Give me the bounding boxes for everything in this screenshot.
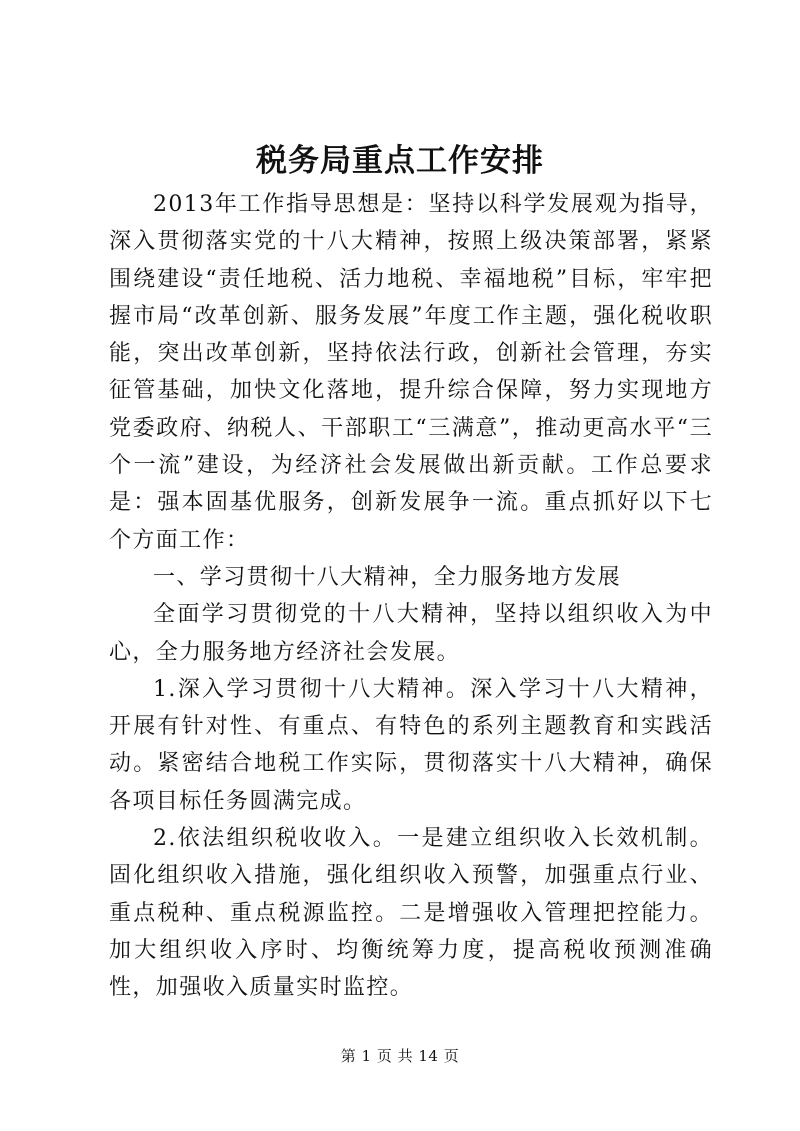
- paragraph-guiding-thought: 2013年工作指导思想是：坚持以科学发展观为指导，深入贯彻落实党的十八大精神，按照上级决策部署，紧紧围绕建设“责任地税、活力地税、幸福地税”目标，牢牢把握市局“改革创新、服务发展”年度工作主题，强化税收职能，突出改革创新，坚持依法行政，创新社会管理，夯实征管基础，加快文化落地，提升综合保障，努力实现地方党委政府、纳税人、干部职工“三满意”，推动更高水平“三个一流”建设，为经济社会发展做出新贡献。工作总要求是：强本固基优服务，创新发展争一流。重点抓好以下七个方面工作：: [109, 192, 713, 553]
- paragraph-section-1-intro: 全面学习贯彻党的十八大精神，坚持以组织收入为中心，全力服务地方经济社会发展。: [109, 602, 713, 665]
- section-heading-1: 一、学习贯彻十八大精神，全力服务地方发展: [153, 564, 622, 590]
- paragraph-item-1: 1.深入学习贯彻十八大精神。深入学习十八大精神，开展有针对性、有重点、有特色的系列主题教育和实践活动。紧密结合地税工作实际，贯彻落实十八大精神，确保各项目标任务圆满完成。: [109, 676, 713, 814]
- paragraph-item-2: 2.依法组织税收收入。一是建立组织收入长效机制。固化组织收入措施，强化组织收入预警，加强重点行业、重点税种、重点税源监控。二是增强收入管理把控能力。加大组织收入序时、均衡统筹力度，提高税收预测准确性，加强收入质量实时监控。: [109, 826, 713, 1001]
- page-number-footer: 第 1 页 共 14 页: [340, 1047, 460, 1065]
- document-body: [109, 186, 713, 1007]
- document-title: 税务局重点工作安排: [256, 143, 544, 179]
